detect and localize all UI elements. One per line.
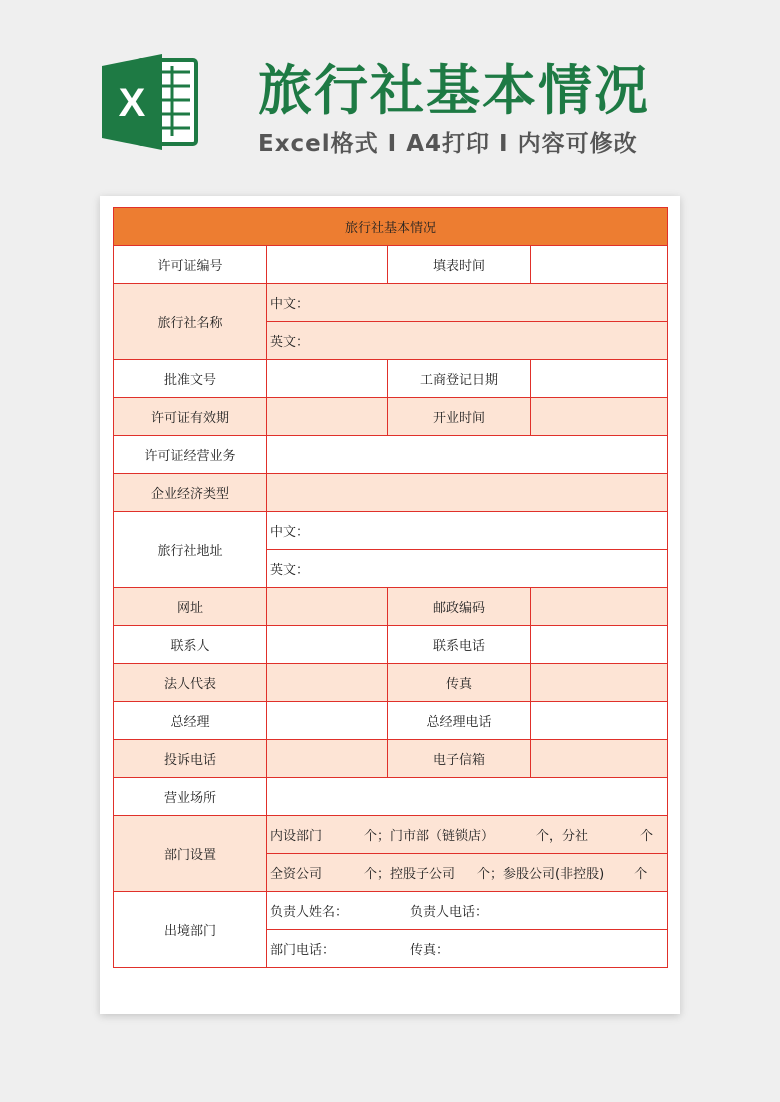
input-fax[interactable]: [531, 664, 668, 702]
label-business-place: 营业场所: [114, 778, 267, 816]
input-license-business[interactable]: [267, 436, 668, 474]
label-dept-unit1: 个；门市部（链锁店）: [364, 829, 495, 844]
label-subsidiary-unit1: 个；控股子公司: [364, 867, 456, 882]
input-opening-time[interactable]: [531, 398, 668, 436]
label-license-no: 许可证编号: [114, 246, 267, 284]
input-complaint-phone[interactable]: [267, 740, 388, 778]
input-contact[interactable]: [267, 626, 388, 664]
label-outbound-dept: 出境部门: [114, 892, 267, 968]
input-agency-name-cn[interactable]: [267, 284, 668, 322]
input-approval-no[interactable]: [267, 360, 388, 398]
input-fill-time[interactable]: [531, 246, 668, 284]
label-postal-code: 邮政编码: [388, 588, 531, 626]
label-economic-type: 企业经济类型: [114, 474, 267, 512]
label-approval-no: 批准文号: [114, 360, 267, 398]
agency-info-table: [113, 207, 668, 968]
input-general-manager[interactable]: [267, 702, 388, 740]
input-agency-name-en[interactable]: [267, 322, 668, 360]
label-general-manager: 总经理: [114, 702, 267, 740]
dept-line-2[interactable]: [267, 854, 668, 892]
label-subsidiary-unit3: 个: [634, 867, 648, 882]
label-website: 网址: [114, 588, 267, 626]
label-contact: 联系人: [114, 626, 267, 664]
label-dept-phone: 部门电话：: [270, 943, 336, 958]
input-registration-date[interactable]: [531, 360, 668, 398]
label-address-chinese: 中文：: [270, 525, 310, 540]
outbound-line-2[interactable]: [267, 930, 668, 968]
input-gm-phone[interactable]: [531, 702, 668, 740]
label-dept-unit2: 个，分社: [536, 829, 589, 844]
label-registration-date: 工商登记日期: [388, 360, 531, 398]
form-title: 旅行社基本情况: [114, 208, 668, 246]
label-license-validity: 许可证有效期: [114, 398, 267, 436]
input-website[interactable]: [267, 588, 388, 626]
input-postal-code[interactable]: [531, 588, 668, 626]
page-header: [0, 0, 780, 190]
logo-letter: X: [118, 81, 146, 125]
label-head-name: 负责人姓名：: [270, 905, 349, 920]
spreadsheet-page: [100, 196, 680, 1014]
label-agency-name: 旅行社名称: [114, 284, 267, 360]
label-dept-unit3: 个: [640, 829, 654, 844]
label-head-phone: 负责人电话：: [410, 905, 489, 920]
label-complaint-phone: 投诉电话: [114, 740, 267, 778]
excel-logo-icon: [100, 52, 200, 152]
input-license-validity[interactable]: [267, 398, 388, 436]
label-address-english: 英文：: [270, 563, 310, 578]
outbound-line-1[interactable]: [267, 892, 668, 930]
label-fax: 传真: [388, 664, 531, 702]
label-chinese: 中文：: [270, 297, 310, 312]
label-internal-dept: 内设部门: [270, 829, 323, 844]
input-legal-rep[interactable]: [267, 664, 388, 702]
label-contact-phone: 联系电话: [388, 626, 531, 664]
dept-line-1[interactable]: [267, 816, 668, 854]
page-title: 旅行社基本情况: [258, 59, 650, 122]
label-fill-time: 填表时间: [388, 246, 531, 284]
label-agency-address: 旅行社地址: [114, 512, 267, 588]
input-contact-phone[interactable]: [531, 626, 668, 664]
label-wholly-owned: 全资公司: [270, 867, 323, 882]
page-subtitle: Excel格式 I A4打印 I 内容可修改: [258, 131, 638, 157]
label-departments: 部门设置: [114, 816, 267, 892]
label-opening-time: 开业时间: [388, 398, 531, 436]
input-business-place[interactable]: [267, 778, 668, 816]
label-english: 英文：: [270, 335, 310, 350]
label-subsidiary-unit2: 个；参股公司(非控股): [477, 867, 605, 882]
input-email[interactable]: [531, 740, 668, 778]
input-license-no[interactable]: [267, 246, 388, 284]
label-legal-rep: 法人代表: [114, 664, 267, 702]
label-email: 电子信箱: [388, 740, 531, 778]
label-gm-phone: 总经理电话: [388, 702, 531, 740]
label-license-business: 许可证经营业务: [114, 436, 267, 474]
input-address-en[interactable]: [267, 550, 668, 588]
input-address-cn[interactable]: [267, 512, 668, 550]
input-economic-type[interactable]: [267, 474, 668, 512]
label-outbound-fax: 传真：: [410, 943, 450, 958]
